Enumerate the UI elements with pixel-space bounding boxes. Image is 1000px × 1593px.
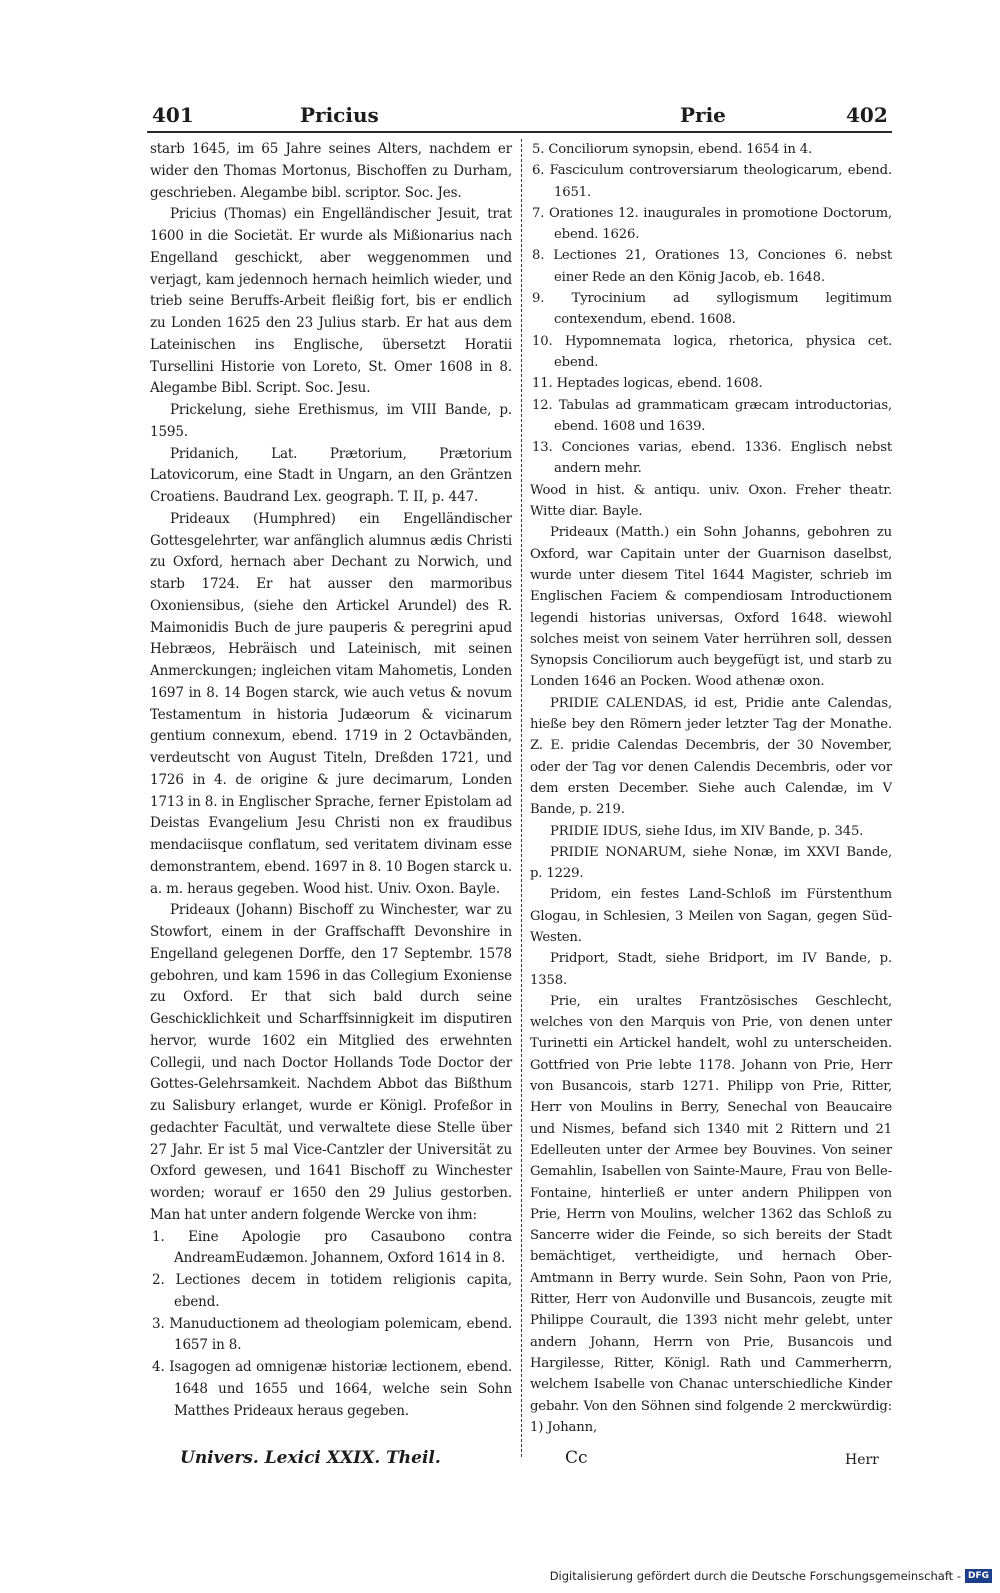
works-list-item: 11. Heptades logicas, ebend. 1608. xyxy=(532,376,763,392)
digitization-footer xyxy=(550,1565,992,1587)
reference-line: Wood in hist. & antiqu. univ. Oxon. Freher theatr. Witte diar. Bayle. xyxy=(530,482,892,520)
sheet-signature: Cc xyxy=(565,1448,588,1468)
running-head-right: Prie xyxy=(680,103,726,127)
footer-text: Digitalisierung gefördert durch die Deutsche Forschungsgemeinschaft - xyxy=(549,1569,961,1583)
works-list-item: 5. Conciliorum synopsin, ebend. 1654 in 4. xyxy=(532,142,813,157)
entry-prickelung: Prickelung, siehe Erethismus, im VIII Bande, p. 1595. xyxy=(150,402,512,440)
entry-prie: Prie, ein uraltes Frantzösisches Geschlecht, welches von den Marquis von Prie, von denen unter Turinetti ein Artickel handelt, wohl zu unterscheiden. Gottfried von Prie lebte 1178. Johann von Prie, Herr von Busancois, starb 1271. Philipp von Prie, Ritter, Herr von Moulins in Berry, Senechal von Beaucaire und Nismes, befand sich 1340 mit 2 Rittern und 21 Edelleuten unter der Armee bey Bouvines. Von seiner Gemahlin, Isabellen von Sainte-Maure, Frau von Belle-Fontaine, hinterließ er unter andern Philippen von Prie, Herrn von Moulins, welcher 1362 das Schloß zu Sancerre wider die Feinde, so sich bereits der Stadt bemächtiget, vertheidigte, und hernach Ober-Amtmann in Berry wurde. Sein Sohn, Paon von Prie, Ritter, Herr von Audonville und Busancois, zeugte mit Philippe Courault, die 1393 nicht mehr gelebt, unter andern Johann, Herrn von Prie, Busancois und Hargilesse, Ritter, Königl. Rath und Cammerherrn, welchem Isabelle von Chanac unterschiedliche Kinder gebahr. Von den Söhnen sind folgende 2 merckwürdig: 1) Johann, xyxy=(530,993,892,1435)
column-divider xyxy=(521,139,522,1457)
works-list-item: 6. Fasciculum controversiarum theologicarum, ebend. 1651. xyxy=(532,163,892,200)
page-number-left: 401 xyxy=(152,103,194,127)
catchword: Herr xyxy=(845,1452,879,1468)
running-head-left: Pricius xyxy=(300,103,379,127)
works-list-item: 7. Orationes 12. inaugurales in promotione Doctorum, ebend. 1626. xyxy=(532,205,892,243)
works-list-item: 8. Lectiones 21, Orationes 13, Conciones 6. nebst einer Rede an den König Jacob, eb. 1648. xyxy=(532,248,892,285)
entry-pridom: Pridom, ein festes Land-Schloß im Fürstenthum Glogau, in Schlesien, 3 Meilen von Sagan, gegen Süd-Westen. xyxy=(530,887,892,945)
entry-prideaux-humphred: Prideaux (Humphred) ein Engelländischer Gottesgelehrter, war anfänglich alumnus ædis Christi zu Oxford, hernach aber Dechant zu Norwich, und starb 1724. Er hat ausser den marmoribus Oxoniensibus, (siehe den Artickel Arundel) des R. Maimonidis Buch de jure pauperis & peregrini apud Hebræos, Hebräisch und Lateinisch, mit seinen Anmerckungen; ingleichen vitam Mahometis, Londen 1697 in 8. 14 Bogen starck, wie auch vetus & novum Testamentum in historia Judæorum & vicinarum gentium connexum, ebend. 1719 in 2 Octavbänden, verdeutscht von August Titeln, Dreßden 1721, und 1726 in 4. de origine & jure decimarum, Londen 1713 in 8. in Englischer Sprache, ferner Epistolam ad Deistas Evangelium Jesu Christi non ex fraudibus mendaciisque conflatum, sed veritatem divinam esse demonstrantem, ebend. 1697 in 8. 10 Bogen starck u. a. m. heraus gegeben. Wood hist. Univ. Oxon. Bayle. xyxy=(150,510,512,897)
works-list-item: 13. Conciones varias, ebend. 1336. Englisch nebst andern mehr. xyxy=(532,440,892,477)
dfg-logo-icon: DFG xyxy=(965,1569,992,1583)
works-list-item: 1. Eine Apologie pro Casaubono contra AndreamEudæmon. Johannem, Oxford 1614 in 8. xyxy=(152,1228,512,1267)
left-column xyxy=(150,139,512,1422)
works-list-item: 10. Hypomnemata logica, rhetorica, physica cet. ebend. xyxy=(532,333,892,370)
right-column xyxy=(530,139,892,1438)
works-list-item: 12. Tabulas ad grammaticam græcam introductorias, ebend. 1608 und 1639. xyxy=(532,397,892,434)
entry-paragraph: starb 1645, im 65 Jahre seines Alters, nachdem er wider den Thomas Mortonus, Bischoffen zu Durham, geschrieben. Alegambe bibl. scriptor. Soc. Jes. xyxy=(150,141,512,201)
entry-pridie-idus: PRIDIE IDUS, siehe Idus, im XIV Bande, p. 345. xyxy=(550,823,864,839)
entry-pridport: Pridport, Stadt, siehe Bridport, im IV Bande, p. 1358. xyxy=(530,951,892,988)
page-header xyxy=(140,103,900,131)
entry-pricius-thomas: Pricius (Thomas) ein Engelländischer Jesuit, trat 1600 in die Societät. Er wurde als Mißionarius nach Engelland geschickt, aber weggenommen und verjagt, kam jedennoch hernach heimlich wieder, und trieb seine Beruffs-Arbeit fleißig fort, bis er endlich zu Londen 1625 den 23 Julius starb. Er hat aus dem Lateinischen ins Englische, übersetzt Horatii Tursellini Historie von Loreto, St. Omer 1608 in 8. Alegambe Bibl. Script. Soc. Jesu. xyxy=(150,206,512,397)
entry-pridie-nonarum: PRIDIE NONARUM, siehe Nonæ, im XXVI Bande, p. 1229. xyxy=(530,844,892,882)
works-list-item: 2. Lectiones decem in totidem religionis capita, ebend. xyxy=(152,1272,512,1310)
entry-pridanich: Pridanich, Lat. Prætorium, Prætorium Latovicorum, eine Stadt in Ungarn, an den Gräntzen Croatiens. Baudrand Lex. geograph. T. II, p. 447. xyxy=(150,445,512,505)
entry-prideaux-matth: Prideaux (Matth.) ein Sohn Johanns, gebohren zu Oxford, war Capitain unter der Guarnison daselbst, wurde unter diesem Titel 1644 Magister, schrieb im Englischen Faciem & compendiosam Introductionem legendi historias universas, Oxford 1648. wiewohl solches meist von seinem Vater herrühren soll, dessen Synopsis Conciliorum auch beygefügt ist, und starb zu Londen 1646 an Pocken. Wood athenæ oxon. xyxy=(530,525,892,690)
works-list-item: 3. Manuductionem ad theologiam polemicam, ebend. 1657 in 8. xyxy=(152,1315,512,1354)
page-number-right: 402 xyxy=(846,103,888,127)
works-list-item: 4. Isagogen ad omnigenæ historiæ lectionem, ebend. 1648 und 1655 und 1664, welche sein Sohn Matthes Prideaux heraus gegeben. xyxy=(152,1359,512,1419)
entry-prideaux-johann: Prideaux (Johann) Bischoff zu Winchester, war zu Stowfort, einem in der Graffschafft Devonshire in Engelland gelegenen Dorffe, den 17 Septembr. 1578 gebohren, und kam 1596 in das Collegium Exoniense zu Oxford. Er that sich bald durch seine Geschicklichkeit und Scharffsinnigkeit im disputiren hervor, wurde 1602 ein Mitglied des erwehnten Collegii, und nach Doctor Hollands Tode Doctor der Gottes-Gelehrsamkeit. Nachdem Abbot das Bißthum zu Salisbury erlanget, wurde er Königl. Profeßor in gedachter Facultät, und verwaltete diese Stelle über 27 Jahr. Er ist 5 mal Vice-Cantzler der Universität zu Oxford gewesen, und 1641 Bischoff zu Winchester worden; worauf er 1650 den 29 Julius gestorben. Man hat unter andern folgende Wercke von ihm: xyxy=(150,902,512,1223)
header-rule xyxy=(147,131,892,133)
works-list-item: 9. Tyrocinium ad syllogismum legitimum contexendum, ebend. 1608. xyxy=(532,291,892,328)
volume-signature: Univers. Lexici XXIX. Theil. xyxy=(180,1448,441,1468)
entry-pridie-calendas: PRIDIE CALENDAS, id est, Pridie ante Calendas, hieße bey den Römern jeder letzter Tag der Monathe. Z. E. pridie Calendas Decembris, der 30 November, oder der Tag vor denen Calendis Decembris, oder vor dem ersten December. Siehe auch Calendæ, im V Bande, p. 219. xyxy=(530,695,892,818)
